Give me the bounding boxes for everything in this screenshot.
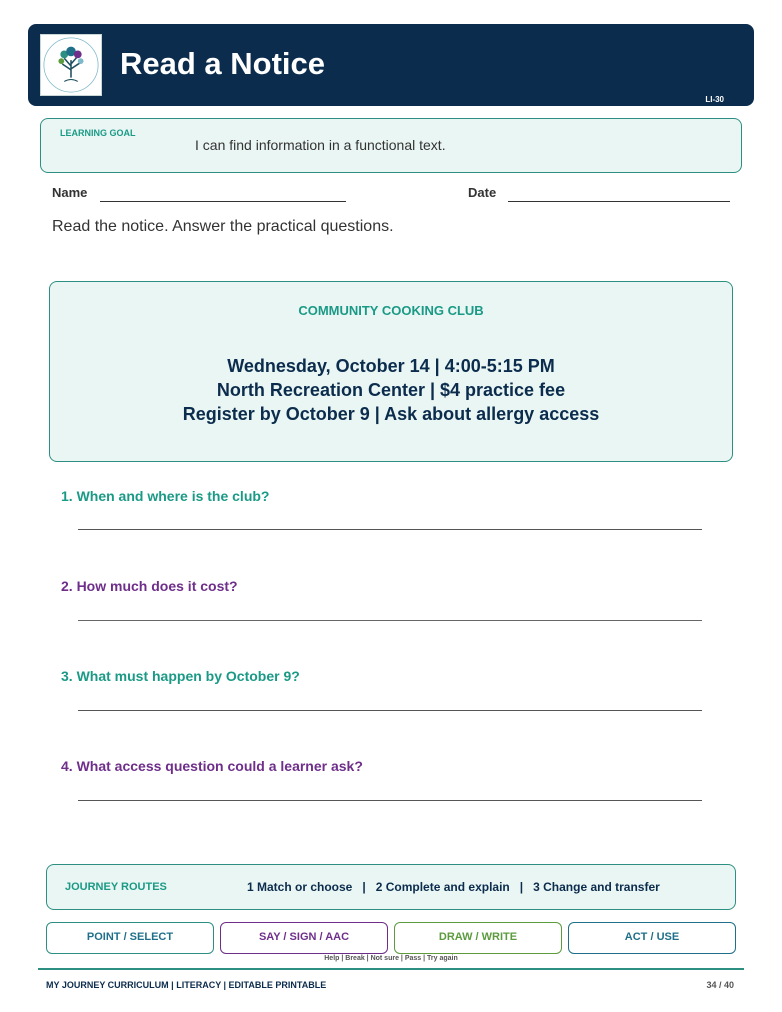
notice-line-register: Register by October 9 | Ask about allergy access [182, 404, 600, 424]
name-field[interactable] [100, 201, 346, 202]
learning-goal-text: I can find information in a functional text. [195, 137, 446, 153]
draw-write-button[interactable]: DRAW / WRITE [394, 922, 562, 954]
notice-panel [49, 281, 733, 462]
question-4: 4. What access question could a learner ask? [61, 758, 363, 774]
question-1: 1. When and where is the club? [61, 488, 270, 504]
answer-line-4[interactable] [78, 800, 702, 801]
page-number: 34 / 40 [706, 980, 734, 990]
footer-title: MY JOURNEY CURRICULUM | LITERACY | EDITABLE PRINTABLE [46, 980, 327, 990]
notice-line-location: North Recreation Center | $4 practice fee [216, 380, 566, 400]
journey-routes-label: JOURNEY ROUTES [65, 881, 167, 893]
page-title: Read a Notice [120, 46, 326, 81]
learning-goal-label: LEARNING GOAL [60, 128, 136, 138]
notice-line-date: Wednesday, October 14 | 4:00-5:15 PM [227, 356, 555, 376]
notice-heading: COMMUNITY COOKING CLUB [298, 303, 484, 318]
learning-goal-panel [40, 118, 742, 173]
name-label: Name [52, 185, 88, 200]
help-options: Help | Break | Not sure | Pass | Try again [324, 955, 458, 962]
journey-routes-panel [46, 864, 736, 910]
question-2: 2. How much does it cost? [61, 578, 238, 594]
journey-routes-options: 1 Match or choose | 2 Complete and explain | 3 Change and transfer [247, 880, 660, 894]
answer-line-2[interactable] [78, 620, 702, 621]
worksheet-code: LI-30 [705, 95, 724, 104]
header-banner [28, 24, 754, 106]
tree-logo-icon [40, 34, 102, 96]
instructions: Read the notice. Answer the practical questions. [52, 218, 394, 235]
date-label: Date [468, 185, 497, 200]
question-3: 3. What must happen by October 9? [61, 668, 300, 684]
act-use-button[interactable]: ACT / USE [568, 922, 736, 954]
footer-divider [38, 968, 744, 970]
point-select-button[interactable]: POINT / SELECT [46, 922, 214, 954]
say-sign-aac-button[interactable]: SAY / SIGN / AAC [220, 922, 388, 954]
answer-line-3[interactable] [78, 710, 702, 711]
answer-line-1[interactable] [78, 529, 702, 530]
date-field[interactable] [508, 201, 730, 202]
